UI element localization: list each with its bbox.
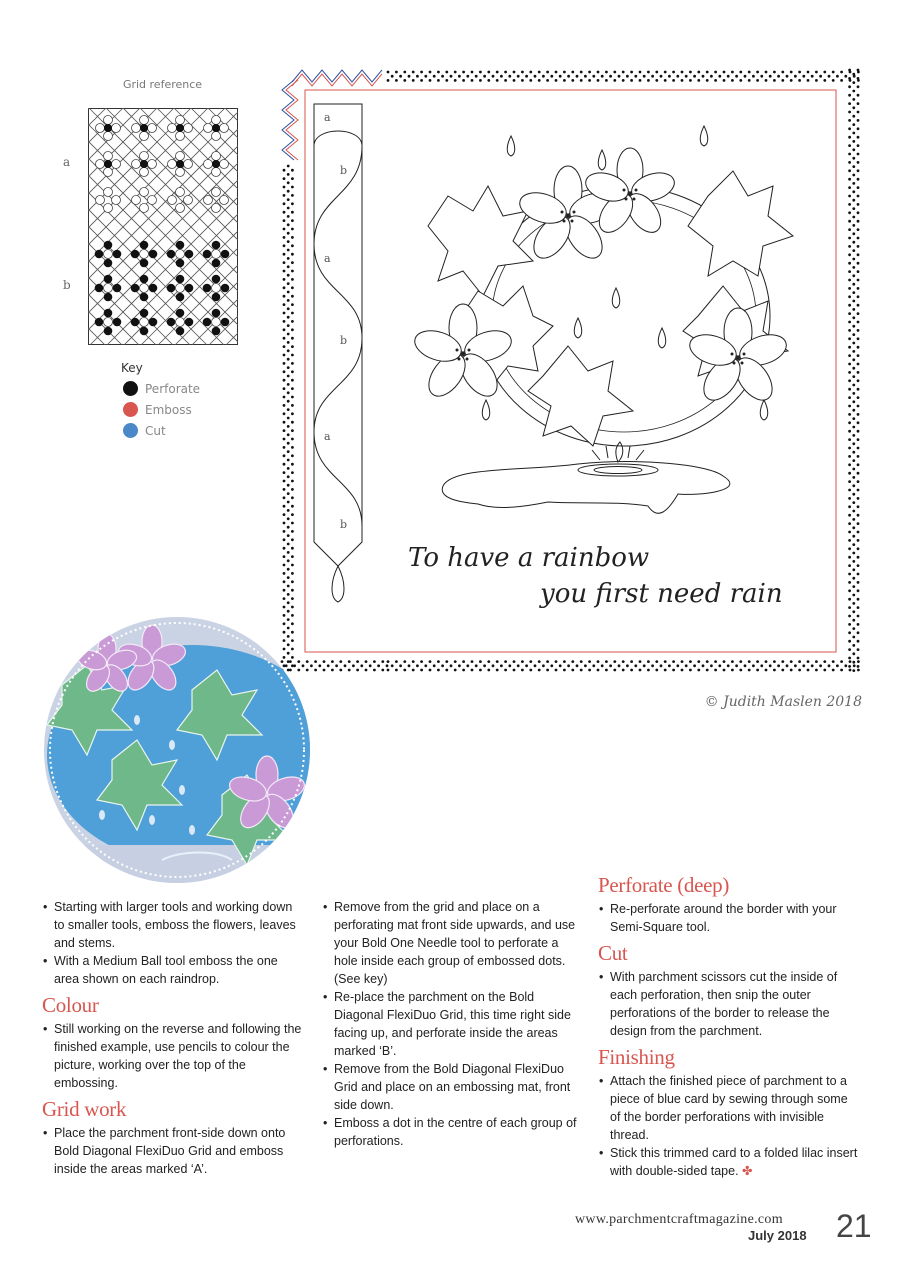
strip-label: a [324, 252, 331, 265]
end-mark-icon: ✤ [742, 1164, 753, 1178]
footer-url: www.parchmentcraftmagazine.com [575, 1212, 783, 1227]
list-item [598, 1144, 860, 1180]
list-item: • Attach the finished piece of parchment to a piece of blue card by sewing through some of the border perforations with invisible thread. [598, 1072, 860, 1144]
list-item: • Remove from the Bold Diagonal FlexiDuo Grid and place on an embossing mat, front side down. [322, 1060, 584, 1114]
page-number: 21 [836, 1208, 872, 1244]
strip-label: b [340, 164, 348, 177]
list-item: • Place the parchment front-side down onto Bold Diagonal FlexiDuo Grid and emboss inside the areas marked ‘A’. [42, 1124, 304, 1178]
key-perforate [123, 381, 200, 396]
list-item: • Re-place the parchment on the Bold Diagonal FlexiDuo Grid, this time right side facing up, and perforate inside the areas marked ‘B’. [322, 988, 584, 1060]
key-title: Key [121, 361, 143, 375]
list-item: • With a Medium Ball tool emboss the one area shown on each raindrop. [42, 952, 304, 988]
corner-chevron-icon [282, 70, 382, 160]
strip-label: a [324, 111, 331, 124]
key-emboss [123, 402, 192, 417]
strip-label: b [340, 518, 348, 531]
instructions-column-3 [598, 868, 860, 1180]
list-item: • Still working on the reverse and following the finished example, use pencils to colour the picture, working over the top of the embossing. [42, 1020, 304, 1092]
emboss-dot-icon [123, 402, 138, 417]
heading-grid-work: Grid work [42, 1097, 127, 1121]
grid-label-a: a [63, 155, 71, 169]
list-item: • Emboss a dot in the centre of each group of perforations. [322, 1114, 584, 1150]
verse-line-1: To have a rainbow [408, 543, 650, 573]
list-item: • Remove from the grid and place on a perforating mat front side upwards, and use your Bold One Needle tool to perforate a hole inside each group of embossed dots. (See key) [322, 898, 584, 988]
pattern-illustration [278, 66, 864, 676]
instructions-column-2 [322, 898, 584, 1150]
key-cut-label: Cut [145, 423, 166, 438]
grid-reference-title: Grid reference [122, 78, 203, 91]
list-item: • Re-perforate around the border with your Semi-Square tool. [598, 900, 860, 936]
heading-colour: Colour [42, 993, 99, 1017]
key-perforate-label: Perforate [145, 381, 201, 396]
key-cut [123, 423, 166, 438]
perforate-dot-icon [123, 381, 138, 396]
cut-dot-icon [123, 423, 138, 438]
footer-date: July 2018 [748, 1228, 807, 1243]
grid-label-b: b [63, 278, 71, 292]
key-emboss-label: Emboss [145, 402, 192, 417]
strip-label: a [324, 430, 331, 443]
finished-example-photo [42, 615, 312, 885]
copyright-credit: © Judith Maslen 2018 [704, 694, 862, 710]
grid-reference-diagram [88, 108, 238, 345]
list-item: • Starting with larger tools and working down to smaller tools, emboss the flowers, leaves and stems. [42, 898, 304, 952]
heading-finishing: Finishing [598, 1045, 675, 1069]
strip-label: b [340, 334, 348, 347]
heading-perforate-deep: Perforate (deep) [598, 873, 730, 897]
verse-line-2: you first need rain [540, 579, 783, 609]
instructions-column-1 [42, 898, 304, 1178]
list-item-text: Stick this trimmed card to a folded lilac insert with double-sided tape. [610, 1146, 858, 1178]
heading-cut: Cut [598, 941, 628, 965]
list-item: • With parchment scissors cut the inside of each perforation, then snip the outer perforations of the border to release the design from the parchment. [598, 968, 860, 1040]
